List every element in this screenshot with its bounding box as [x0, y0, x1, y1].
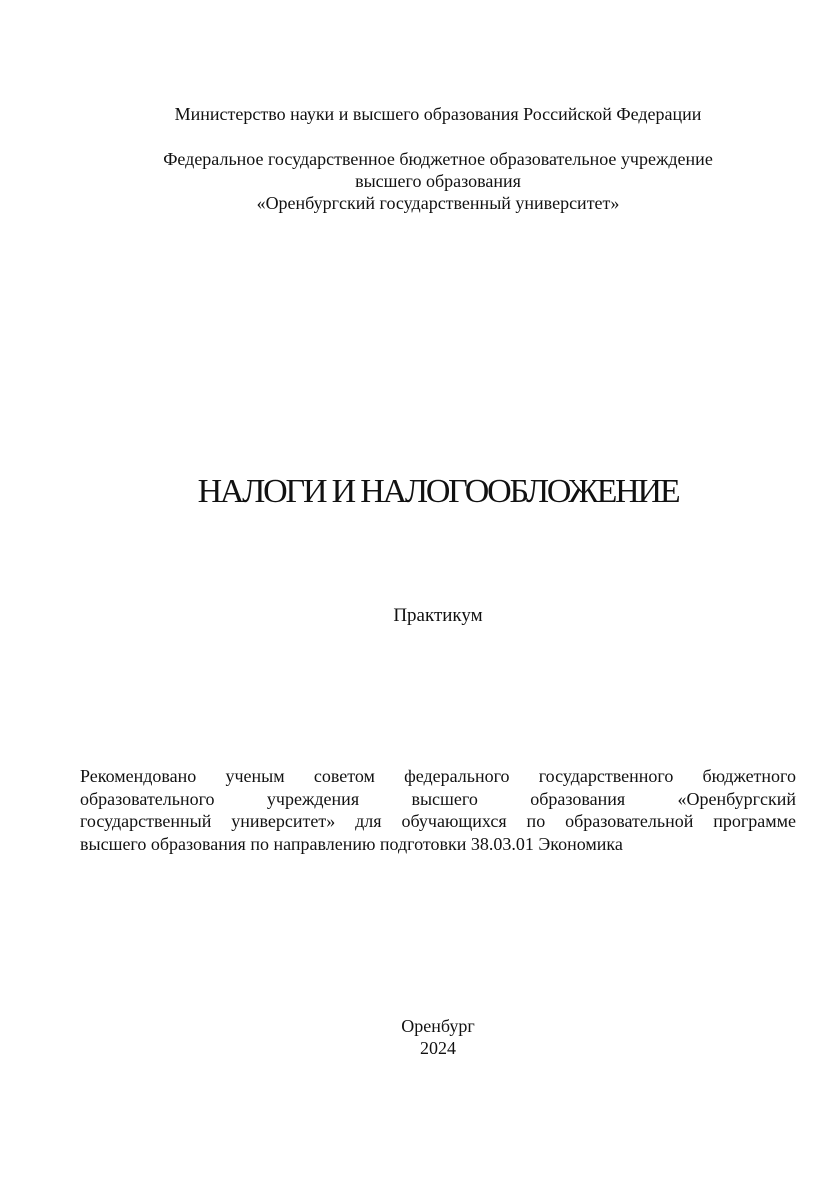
subtitle-text: Практикум: [393, 605, 483, 626]
ministry-line: Министерство науки и высшего образования Российской Федерации: [174, 104, 702, 124]
document-subtitle: [80, 605, 796, 627]
recommendation-line-4: высшего образования по направлению подготовки 38.03.01 Экономика: [80, 833, 623, 854]
recommendation-line-2: образовательного учреждения высшего образования «Оренбургский: [80, 788, 796, 809]
publication-year: 2024: [420, 1038, 456, 1058]
recommendation-line-1: Рекомендовано ученым советом федерального государственного бюджетного: [80, 766, 796, 786]
recommendation-paragraph: [80, 765, 796, 855]
institution-line-2: высшего образования: [355, 171, 521, 191]
recommendation-line-3: государственный университет» для обучающихся по образовательной программе: [80, 811, 796, 831]
imprint: [80, 1015, 796, 1059]
institution-header: [80, 148, 796, 214]
ministry-header: [80, 103, 796, 125]
city-name: Оренбург: [401, 1016, 475, 1036]
institution-line-1: Федеральное государственное бюджетное образовательное учреждение: [163, 149, 713, 169]
document-title: НАЛОГИ И НАЛОГООБЛОЖЕНИЕ: [197, 473, 679, 510]
institution-line-3: «Оренбургский государственный университет»: [256, 193, 620, 213]
